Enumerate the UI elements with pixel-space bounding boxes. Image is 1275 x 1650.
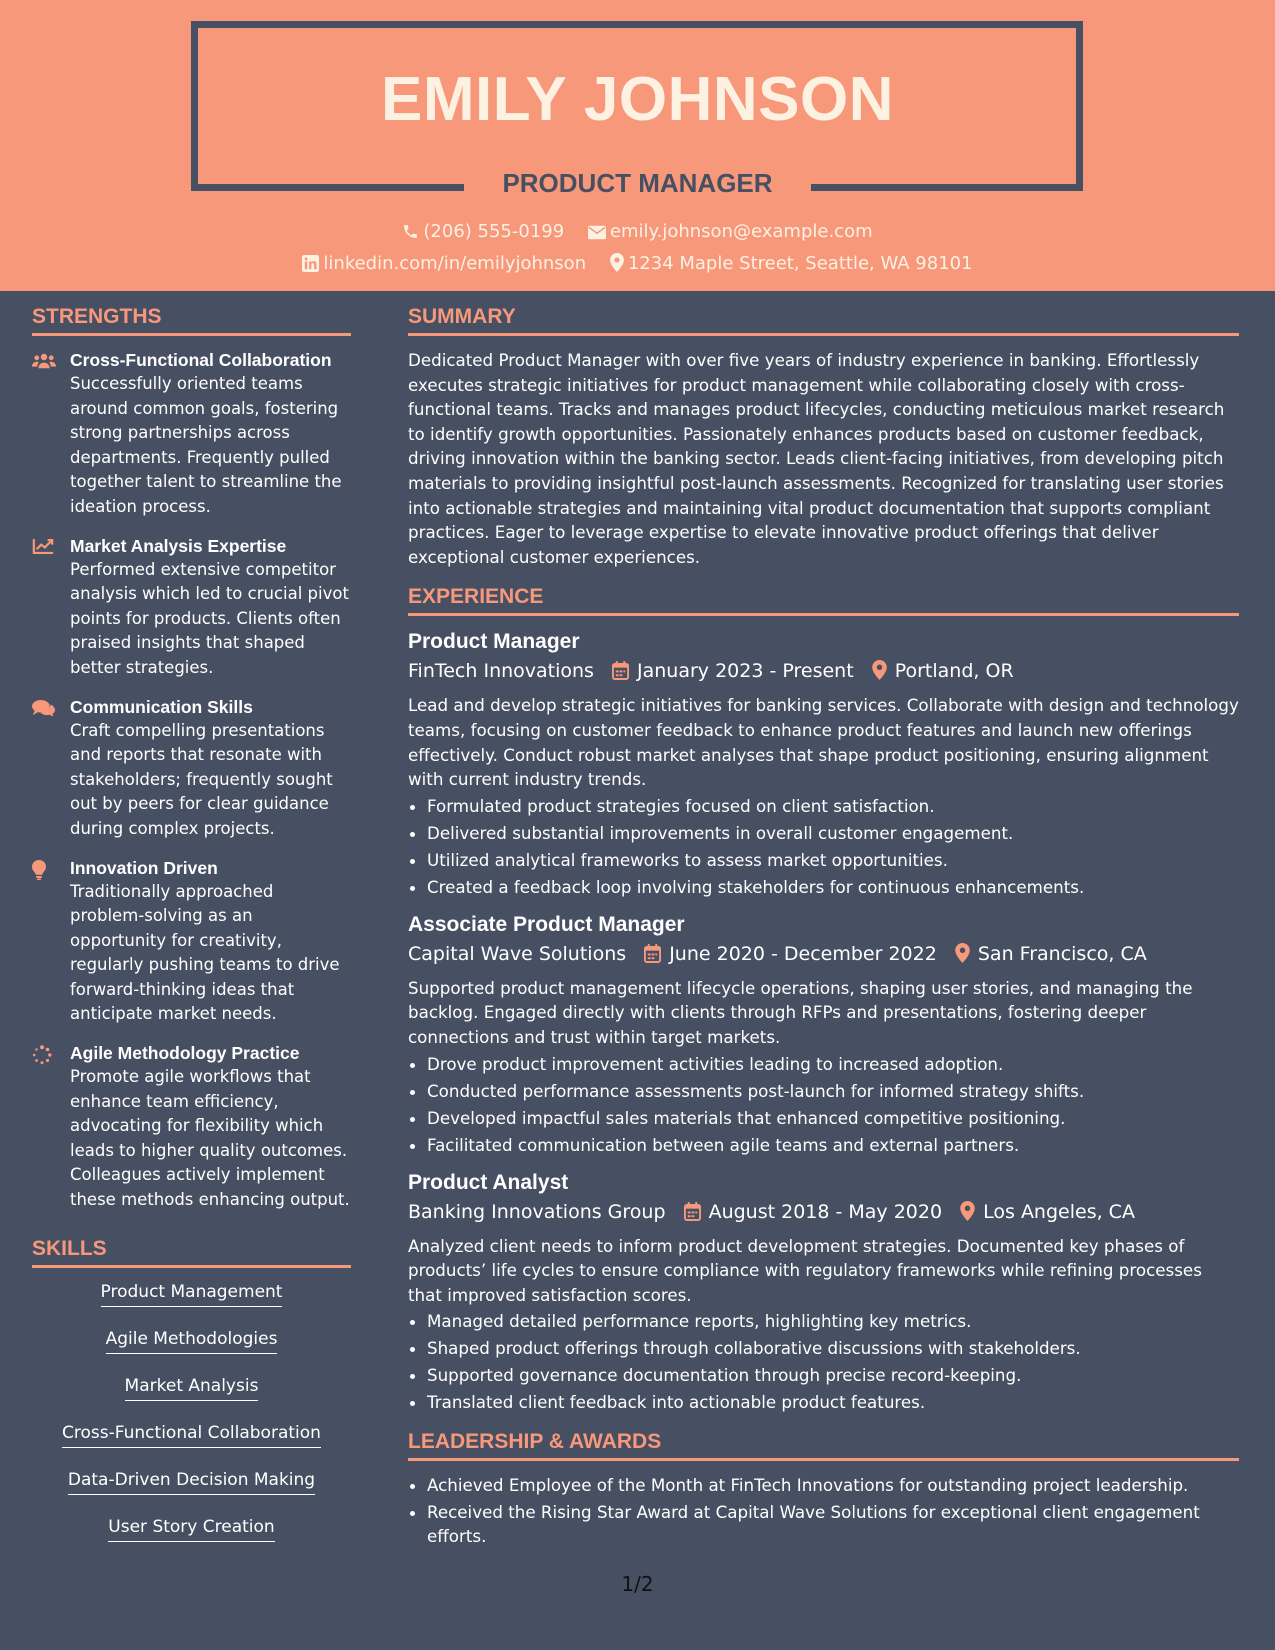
job-bullets [408,1052,1239,1157]
strength-desc: Performed extensive competitor analysis which led to crucial pivot points for products. Clients often praised insights that shaped better strategies. [70,559,349,677]
job-role: Associate Product Manager [408,912,685,936]
strength-desc: Craft compelling presentations and reports that resonate with stakeholders; frequently sought out by peers for clear guidance during complex projects. [70,720,333,838]
job-location [960,1197,1135,1230]
job-dates-text: August 2018 - May 2020 [708,1200,943,1223]
job-description: Analyzed client needs to inform product development strategies. Documented key phases of products’ life cycles to ensure compliance with regulatory frameworks while refining processes that improved satisfaction scores. [408,1235,1202,1305]
strength-name: Agile Methodology Practice [70,1043,300,1064]
job-dates-text: January 2023 - Present [637,660,854,683]
job-meta [408,939,1239,972]
spinner-icon [32,1041,70,1213]
calendar-icon [644,942,661,972]
job-entry [408,911,1239,1157]
strength-name: Cross-Functional Collaboration [70,350,332,370]
resume-header [0,0,1275,291]
job-bullet: • Created a feedback loop involving stakeholders for continuous enhancements. [427,875,1239,899]
job-location [872,656,1014,689]
linkedin-icon [302,255,319,279]
job-bullet: • Supported governance documentation through precise record-keeping. [427,1363,1239,1387]
job-location [955,939,1147,972]
job-bullet: • Drove product improvement activities leading to increased adoption. [427,1052,1239,1076]
left-column [32,303,351,1562]
job-bullet: • Managed detailed performance reports, highlighting key metrics. [427,1309,1239,1333]
job-meta [408,656,1239,689]
skill-item: User Story Creation [108,1515,274,1542]
strength-item [32,534,351,681]
contact-row-1 [0,220,1275,247]
job-bullet: • Developed impactful sales materials that enhanced competitive positioning. [427,1106,1239,1130]
contact-row-2 [0,252,1275,279]
skill-item: Market Analysis [125,1374,259,1401]
strength-item [32,1041,351,1213]
contact-email[interactable] [588,220,873,247]
job-location-text: Portland, OR [894,660,1014,683]
calendar-icon [684,1200,701,1230]
map-marker-icon [610,253,624,279]
chart-line-icon [32,534,70,681]
experience-heading: EXPERIENCE [408,583,1239,616]
job-dates-text: June 2020 - December 2022 [669,942,937,965]
job-role: Product Analyst [408,1170,569,1194]
contact-linkedin[interactable] [302,252,586,279]
job-entry [408,1169,1239,1415]
skill-item: Data-Driven Decision Making [68,1468,315,1495]
skills-heading: SKILLS [32,1235,351,1268]
candidate-title: PRODUCT MANAGER [502,168,773,198]
users-icon [32,348,70,520]
strength-name: Innovation Driven [70,857,218,878]
email-text: emily.johnson@example.com [609,221,873,242]
job-dates [612,656,854,689]
job-location-text: Los Angeles, CA [983,1200,1135,1223]
strength-desc: Promote agile workflows that enhance team efficiency, advocating for flexibility which leads to higher quality outcomes. Colleagues actively implement these methods enhancing output. [70,1067,350,1210]
job-bullet: • Formulated product strategies focused on client satisfaction. [427,794,1239,818]
skill-item: Cross-Functional Collaboration [62,1421,321,1448]
award-item: • Received the Rising Star Award at Capital Wave Solutions for exceptional client engagement efforts. [427,1500,1239,1548]
job-description: Supported product management lifecycle operations, shaping user stories, and managing the backlog. Engaged directly with clients through RFPs and presentations, fostering deeper connections and trust within target markets. [408,977,1193,1047]
skill-item: Agile Methodologies [106,1327,278,1354]
job-company: FinTech Innovations [408,660,594,683]
job-role: Product Manager [408,630,580,654]
skill-item: Product Management [101,1280,283,1307]
page-number: 1/2 [621,1572,654,1596]
calendar-icon [612,659,629,689]
job-entry [408,628,1239,898]
job-bullet: • Translated client feedback into actionable product features. [427,1390,1239,1414]
envelope-icon [588,223,606,247]
summary-heading: SUMMARY [408,303,1239,336]
contact-phone [402,220,564,247]
job-bullet: • Utilized analytical frameworks to assess market opportunities. [427,848,1239,872]
strength-name: Communication Skills [70,696,253,717]
linkedin-text: linkedin.com/in/emilyjohnson [323,253,587,274]
awards-list [408,1473,1239,1548]
award-item: • Achieved Employee of the Month at FinTech Innovations for outstanding project leadership. [427,1473,1239,1497]
map-marker-icon [955,942,970,972]
strength-name: Market Analysis Expertise [70,535,287,556]
job-description: Lead and develop strategic initiatives for banking services. Collaborate with design and technology teams, focusing on customer feedback to enhance product features and launch new offerings effectively. Conduct robust market analyses that shape product positioning, ensuring alignment with current industry trends. [408,695,1239,790]
phone-icon [402,223,419,247]
skills-list [32,1280,351,1562]
phone-text: (206) 555-0199 [423,221,565,242]
map-marker-icon [960,1200,975,1230]
job-bullet: • Facilitated communication between agile teams and external partners. [427,1133,1239,1157]
candidate-name: EMILY JOHNSON [381,65,894,134]
strength-desc: Successfully oriented teams around common goals, fostering strong partnerships across departments. Frequently pulled together talent to streamline the ideation process. [70,374,342,516]
job-bullet: • Shaped product offerings through collaborative discussions with stakeholders. [427,1336,1239,1360]
job-location-text: San Francisco, CA [977,942,1147,965]
job-dates [644,939,937,972]
comments-icon [32,695,70,842]
strength-item [32,856,351,1028]
lightbulb-icon [32,856,70,1028]
job-dates [684,1197,943,1230]
job-bullet: • Conducted performance assessments post-launch for informed strategy shifts. [427,1079,1239,1103]
map-marker-icon [872,659,887,689]
address-text: 1234 Maple Street, Seattle, WA 98101 [627,253,973,274]
right-column [408,303,1239,1551]
job-company: Banking Innovations Group [408,1200,666,1223]
job-bullets [408,794,1239,899]
job-bullets [408,1309,1239,1414]
strength-item [32,695,351,842]
job-company: Capital Wave Solutions [408,942,627,965]
job-bullet: • Delivered substantial improvements in overall customer engagement. [427,821,1239,845]
strength-desc: Traditionally approached problem-solving as an opportunity for creativity, regularly pushing teams to drive forward-thinking ideas that anticipate market needs. [70,881,340,1024]
strengths-heading: STRENGTHS [32,303,351,336]
contact-address [610,252,973,279]
awards-heading: LEADERSHIP & AWARDS [408,1428,1239,1461]
job-meta [408,1197,1239,1230]
summary-text: Dedicated Product Manager with over five years of industry experience in banking. Effortlessly executes strategic initiatives for product management while collaborating closely with cross-functional teams. Tracks and manages product lifecycles, conducting meticulous market research to identify growth opportunities. Passionately enhances products based on customer feedback, driving innovation within the banking sector. Leads client-facing initiatives, from developing pitch materials to providing insightful post-launch assessments. Recognized for translating user stories into actionable strategies and maintaining vital product documentation that supports compliant practices. Eager to leverage expertise to elevate innovative product offerings that deliver exceptional customer experiences. [408,350,1225,567]
strength-item [32,348,351,520]
